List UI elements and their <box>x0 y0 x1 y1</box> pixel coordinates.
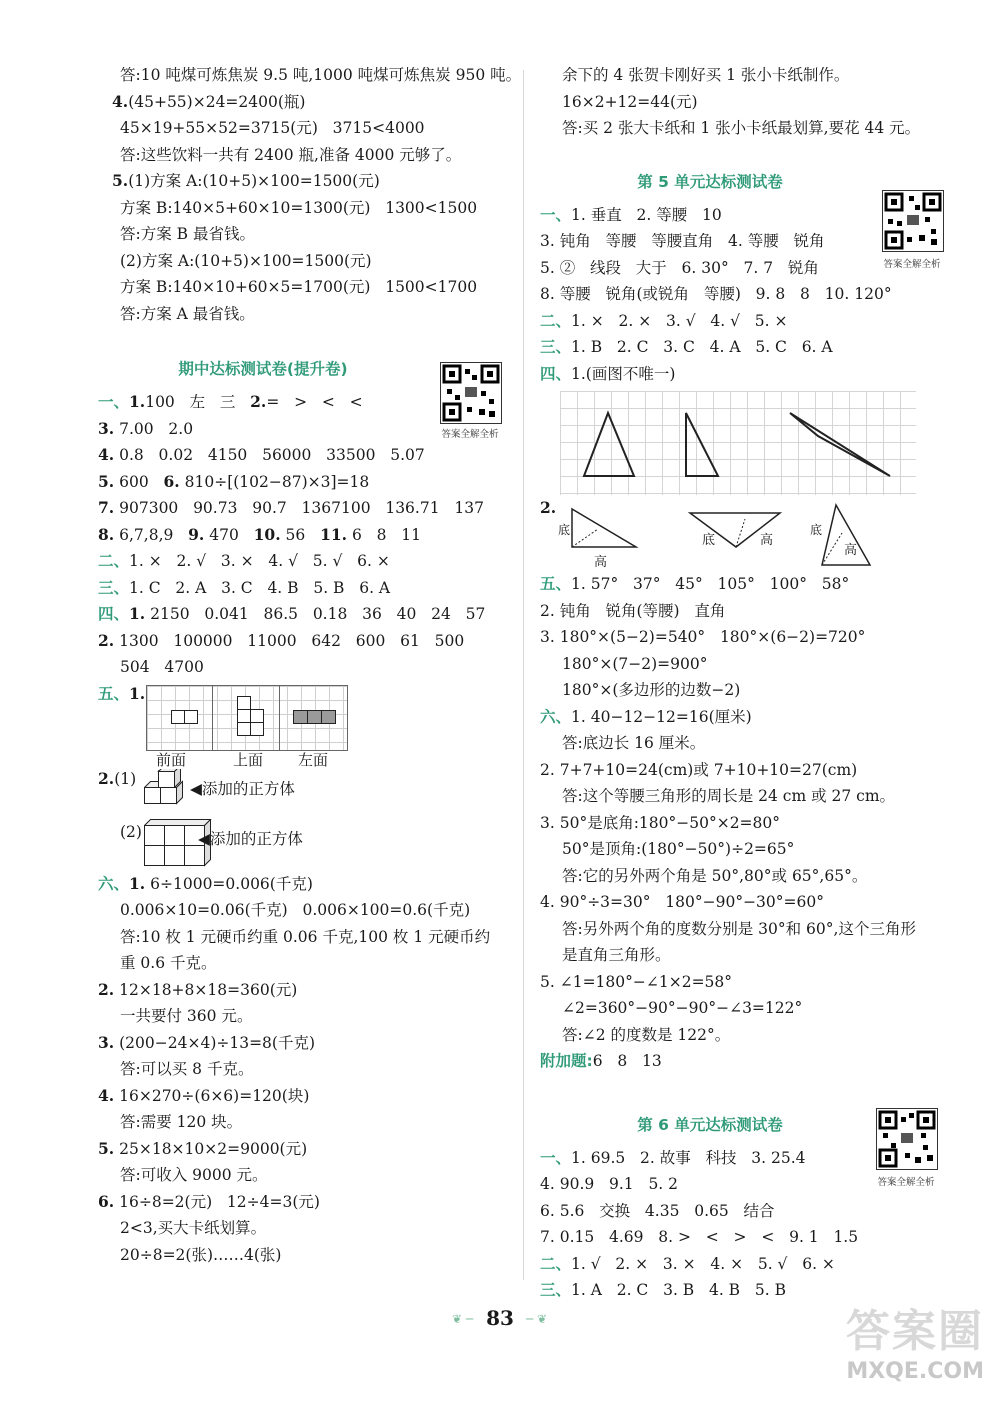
three-views-figure <box>98 681 518 769</box>
arrow-left-icon: ◀ <box>190 779 202 798</box>
answer-text: = > < < <box>266 393 363 411</box>
answer-text: 7.00 2.0 <box>119 419 194 438</box>
watermark-brand: 答案圈 <box>846 1306 984 1357</box>
answer-text: 4. √ <box>710 311 740 330</box>
answer-line: 答:10 枚 1 元硬币约重 0.06 千克,100 枚 1 元硬币约 <box>120 927 491 946</box>
question-number: 2. <box>540 498 557 517</box>
answer-text: 5. B <box>754 1281 786 1299</box>
section-mark: 六、 <box>540 707 572 726</box>
section-title: 第 6 单元达标测试卷 <box>637 1115 783 1134</box>
qr-caption: 答案全解全析 <box>441 429 499 440</box>
left-column <box>98 62 522 1268</box>
answer-text: 2. A <box>175 578 207 597</box>
answer-line <box>98 1030 518 1057</box>
left-view-shape <box>293 710 337 724</box>
answer-line <box>98 977 518 1004</box>
section-title: 第 5 单元达标测试卷 <box>637 172 783 191</box>
triangles-drawing <box>560 391 916 495</box>
base-label: 底 <box>702 533 716 548</box>
section-mark: 二、 <box>540 311 572 330</box>
answer-text: 1. B <box>571 338 603 356</box>
qr-caption: 答案全解全析 <box>883 259 941 270</box>
sub-label: (2) <box>120 822 142 841</box>
answer-line <box>98 681 145 708</box>
column-divider <box>523 70 524 1280</box>
answer-line: 答:方案 A 最省钱。 <box>120 304 255 323</box>
base-label: 底 <box>810 523 823 537</box>
answer-text: 1. 57° 37° 45° 105° 100° 58° <box>571 575 850 593</box>
section-mark: 附加题: <box>540 1052 593 1070</box>
section-title: 期中达标测试卷(提升卷) <box>178 360 348 378</box>
answer-line: 方案 B:140×10+60×5=1700(元) 1500<1700 <box>120 278 478 296</box>
answer-line: 4. 90.9 9.1 5. 2 <box>540 1175 679 1193</box>
answer-line: 答:另外两个角的度数分别是 30°和 60°,这个三角形 <box>562 919 916 938</box>
answer-line <box>98 495 518 522</box>
question-number: 1. <box>129 683 146 703</box>
question-number: 2. <box>98 630 115 650</box>
answer-text: 6. × <box>357 552 390 570</box>
answer-line: 答:方案 B 最省钱。 <box>120 225 255 243</box>
answer-text: 5. B <box>313 578 345 597</box>
answer-text: 4. A <box>709 338 741 356</box>
section-mark: 四、 <box>98 605 130 623</box>
answer-line: ∠2=360°−90°−90°−∠3=122° <box>562 999 803 1017</box>
answer-line: 3. 钝角 等腰 等腰直角 4. 等腰 锐角 <box>540 232 825 250</box>
answer-text: 16×270÷(6×6)=120(块) <box>119 1086 310 1105</box>
answer-text: 3. C <box>221 578 253 597</box>
answer-line: 2. 钝角 锐角(等腰) 直角 <box>540 601 726 620</box>
question-number: 8. <box>98 524 115 544</box>
answer-line <box>98 1136 518 1163</box>
answer-line <box>540 571 960 598</box>
view-label: 前面 <box>156 750 187 769</box>
answer-text: 4. B <box>708 1281 741 1299</box>
section-mark: 一、 <box>98 393 130 411</box>
answer-text: 5. C <box>755 338 787 356</box>
answer-line <box>540 361 960 388</box>
answer-line: 答:10 吨煤可炼焦炭 9.5 吨,1000 吨煤可炼焦炭 950 吨。 <box>120 66 522 84</box>
answer-line: 方案 B:140×5+60×10=1300(元) 1300<1500 <box>120 198 478 217</box>
answer-text: 3. × <box>220 552 254 570</box>
answer-line: 答:可以买 8 千克。 <box>120 1060 254 1078</box>
answer-text: 2150 0.041 86.5 0.18 36 40 24 57 <box>150 605 486 623</box>
added-cube-note <box>198 827 303 849</box>
answer-text: 4. √ <box>268 552 298 570</box>
leaf-decoration-icon: ❦ ─ <box>452 1312 474 1326</box>
question-number: 6. <box>163 471 180 491</box>
question-number: 11. <box>320 524 348 544</box>
answer-text: 3. C <box>663 338 695 356</box>
section-mark: 三、 <box>540 1281 572 1299</box>
answer-line: 答:买 2 张大卡纸和 1 张小卡纸最划算,要花 44 元。 <box>562 119 921 137</box>
answer-text: 1. 垂直 <box>571 205 622 224</box>
answer-text: 5. √ <box>312 552 343 570</box>
answer-text: 1. 69.5 2. 故事 科技 3. 25.4 <box>571 1148 806 1167</box>
answer-line: 答:底边长 16 厘米。 <box>562 734 706 752</box>
answer-text: 3. √ <box>665 311 696 330</box>
answer-line: 2. 7+7+10=24(cm)或 7+10+10=27(cm) <box>540 760 858 779</box>
answer-line: 45×19+55×52=3715(元) 3715<4000 <box>120 119 425 137</box>
answer-text: 1.(画图不唯一) <box>571 364 676 383</box>
qr-code-icon <box>882 190 944 252</box>
question-number: 1. <box>129 873 146 893</box>
answer-line: 一共要付 360 元。 <box>120 1007 253 1025</box>
height-label: 高 <box>844 543 858 558</box>
answer-line: 7. 0.15 4.69 8. > < > < 9. 1 1.5 <box>540 1228 859 1246</box>
answer-text: 1. 40−12−12=16(厘米) <box>571 707 752 726</box>
answer-text: 4. × <box>710 1254 744 1273</box>
answer-line: 答:这些饮料一共有 2400 瓶,准备 4000 元够了。 <box>120 145 462 164</box>
answer-line <box>540 308 960 335</box>
added-cube-note <box>190 777 295 799</box>
answer-text: (45+55)×24=2400(瓶) <box>128 92 306 111</box>
answer-line: 5. ② 线段 大于 6. 30° 7. 7 锐角 <box>540 258 819 277</box>
answer-text: 2. 等腰 10 <box>636 205 722 224</box>
watermark <box>846 1295 984 1384</box>
answer-line: 答:这个等腰三角形的周长是 24 cm 或 27 cm。 <box>562 787 896 805</box>
section-mark: 一、 <box>540 205 572 224</box>
section-mark: 五、 <box>540 575 572 593</box>
answer-text: 6 8 11 <box>351 525 421 544</box>
answer-text: 2. √ <box>176 552 207 570</box>
page-number: 83 <box>486 1306 514 1330</box>
added-cube-figure-2 <box>98 815 518 871</box>
question-number: 6. <box>98 1191 115 1211</box>
answer-text: 2. × <box>618 311 652 330</box>
answer-line: 3. 180°×(5−2)=540° 180°×(6−2)=720° <box>540 628 866 646</box>
answer-text: 600 <box>119 472 164 491</box>
qr-caption: 答案全解全析 <box>877 1177 935 1188</box>
watermark-url: MXQE.COM <box>846 1359 984 1384</box>
answer-text: 1. × <box>129 552 162 570</box>
answer-line: 20÷8=2(张)……4(张) <box>120 1245 282 1264</box>
section-mark: 三、 <box>540 338 572 356</box>
top-view-shape <box>237 696 265 738</box>
answer-line: 是直角三角形。 <box>562 946 671 964</box>
leaf-decoration-icon: ─ ❦ <box>526 1312 548 1326</box>
answer-text: 1. C <box>129 578 161 597</box>
answer-line <box>98 548 518 575</box>
arrow-left-icon: ◀ <box>198 829 210 848</box>
answer-line <box>98 628 518 655</box>
answer-line: 余下的 4 张贺卡刚好买 1 张小卡纸制作。 <box>562 66 850 84</box>
question-number: 4. <box>98 445 115 464</box>
base-label: 底 <box>558 523 571 537</box>
answer-line <box>540 334 960 361</box>
question-number: 3. <box>98 1032 115 1052</box>
answer-line: 16×2+12=44(元) <box>562 92 698 111</box>
answer-line: (2)方案 A:(10+5)×100=1500(元) <box>120 251 372 270</box>
answer-text: 5. √ <box>757 1254 788 1273</box>
front-view-shape <box>171 710 199 724</box>
answer-line <box>98 871 518 898</box>
acute-triangle <box>584 413 634 476</box>
question-number: 2. <box>98 768 115 788</box>
answer-text: 6 8 13 <box>592 1052 662 1070</box>
answer-line <box>98 575 518 602</box>
added-cube-figure-1 <box>98 763 518 815</box>
question-number: 9. <box>188 524 205 544</box>
qr-code-icon <box>876 1108 938 1170</box>
answer-text: 6. A <box>359 578 391 597</box>
question-number: 4. <box>112 91 129 111</box>
answer-line: 0.006×10=0.06(千克) 0.006×100=0.6(千克) <box>120 901 471 919</box>
answer-text: 12×18+8×18=360(元) <box>119 980 298 999</box>
section-mark: 六、 <box>98 874 130 893</box>
answer-line: 3. 50°是底角:180°−50°×2=80° <box>540 813 781 832</box>
section-mark: 二、 <box>540 1254 572 1273</box>
question-number: 2. <box>98 979 115 999</box>
answer-text: 1. √ <box>571 1254 601 1273</box>
answer-line <box>98 89 518 116</box>
answer-text: 56 <box>285 525 321 544</box>
answer-line: 重 0.6 千克。 <box>120 954 217 972</box>
answer-text: 470 <box>209 525 254 544</box>
answer-line: 答:可收入 9000 元。 <box>120 1166 268 1184</box>
answer-line <box>98 601 518 628</box>
section-mark: 二、 <box>98 552 130 570</box>
height-label: 高 <box>760 533 774 548</box>
answer-line <box>98 442 518 469</box>
section-mark: 三、 <box>98 578 130 597</box>
answer-line: 180°×(多边形的边数−2) <box>562 681 741 699</box>
answer-text: 2. C <box>616 1281 649 1299</box>
answer-line <box>98 1083 518 1110</box>
answer-line: 2<3,买大卡纸划算。 <box>120 1219 267 1237</box>
answer-line: 答:∠2 的度数是 122°。 <box>562 1025 731 1044</box>
answer-line <box>98 168 518 195</box>
qr-code-icon <box>440 362 502 424</box>
answer-line <box>540 704 960 731</box>
answer-line: 答:需要 120 块。 <box>120 1113 243 1131</box>
answer-line <box>540 1048 960 1075</box>
question-number: 5. <box>98 1138 115 1158</box>
answer-text: 6÷1000=0.006(千克) <box>150 874 313 893</box>
section-mark: 一、 <box>540 1148 572 1167</box>
answer-line <box>98 769 136 788</box>
answer-text: (1)方案 A:(10+5)×100=1500(元) <box>128 172 380 190</box>
question-number: 3. <box>98 418 115 438</box>
answer-text: 6. × <box>802 1254 835 1273</box>
obtuse-triangle <box>790 413 890 476</box>
answer-line <box>540 1251 960 1278</box>
answer-text: 2. × <box>615 1254 649 1273</box>
sub-label: (1) <box>114 769 137 788</box>
answer-line: 504 4700 <box>120 658 204 676</box>
answer-line: 6. 5.6 交换 4.35 0.65 结合 <box>540 1201 775 1220</box>
answer-text: 1. × <box>571 311 604 330</box>
question-number: 1. <box>129 392 146 411</box>
answer-text: 907300 90.73 90.7 1367100 136.71 137 <box>119 499 484 517</box>
question-number: 10. <box>253 524 281 544</box>
answer-text: 6. A <box>801 338 833 356</box>
right-triangle <box>686 413 718 476</box>
answer-text: 4. B <box>267 578 299 597</box>
base-height-figure <box>540 498 960 571</box>
question-number: 1. <box>129 604 146 623</box>
answer-text: 16÷8=2(元) 12÷4=3(元) <box>119 1192 320 1211</box>
answer-text: 0.8 0.02 4150 56000 33500 5.07 <box>119 446 425 464</box>
answer-line: 答:它的另外两个角是 50°,80°或 65°,65°。 <box>562 866 868 885</box>
answer-line <box>98 1189 518 1216</box>
question-number: 5. <box>112 171 129 190</box>
view-grid <box>146 685 348 751</box>
answer-text: 25×18×10×2=9000(元) <box>119 1139 308 1158</box>
added-cube-label: 添加的正方体 <box>209 829 303 848</box>
answer-text: 3. × <box>662 1254 696 1273</box>
section-mark: 五、 <box>98 684 130 703</box>
height-label: 高 <box>594 555 608 570</box>
answer-text: 1. A <box>571 1281 602 1299</box>
answer-line: 8. 等腰 锐角(或锐角 等腰) 9. 8 8 10. 120° <box>540 285 892 303</box>
answer-line: 50°是顶角:(180°−50°)÷2=65° <box>562 840 795 858</box>
triangle-drawing-figure <box>540 387 960 503</box>
answer-text: 2. C <box>616 338 649 356</box>
answer-line <box>98 469 518 496</box>
answer-text: 5. × <box>754 311 788 330</box>
answer-text: 1300 100000 11000 642 600 61 500 <box>119 631 465 650</box>
answer-line <box>98 522 518 549</box>
question-number: 7. <box>98 498 115 517</box>
question-number: 2. <box>250 392 267 411</box>
question-number: 5. <box>98 471 115 491</box>
added-cube-label: 添加的正方体 <box>201 779 295 798</box>
view-label: 上面 <box>233 750 264 769</box>
answer-line: 5. ∠1=180°−∠1×2=58° <box>540 972 733 991</box>
answer-text: (200−24×4)÷13=8(千克) <box>119 1033 316 1052</box>
section-mark: 四、 <box>540 364 572 383</box>
answer-text: 3. B <box>663 1281 695 1299</box>
answer-line: 4. 90°÷3=30° 180°−90°−30°=60° <box>540 893 824 911</box>
answer-text: 810÷[(102−87)×3]=18 <box>184 472 370 491</box>
answer-text: 100 左 三 <box>145 393 251 411</box>
view-label: 左面 <box>298 750 329 769</box>
answer-text: 6,7,8,9 <box>119 525 189 544</box>
question-number: 4. <box>98 1085 115 1105</box>
answer-line: 180°×(7−2)=900° <box>562 654 708 673</box>
